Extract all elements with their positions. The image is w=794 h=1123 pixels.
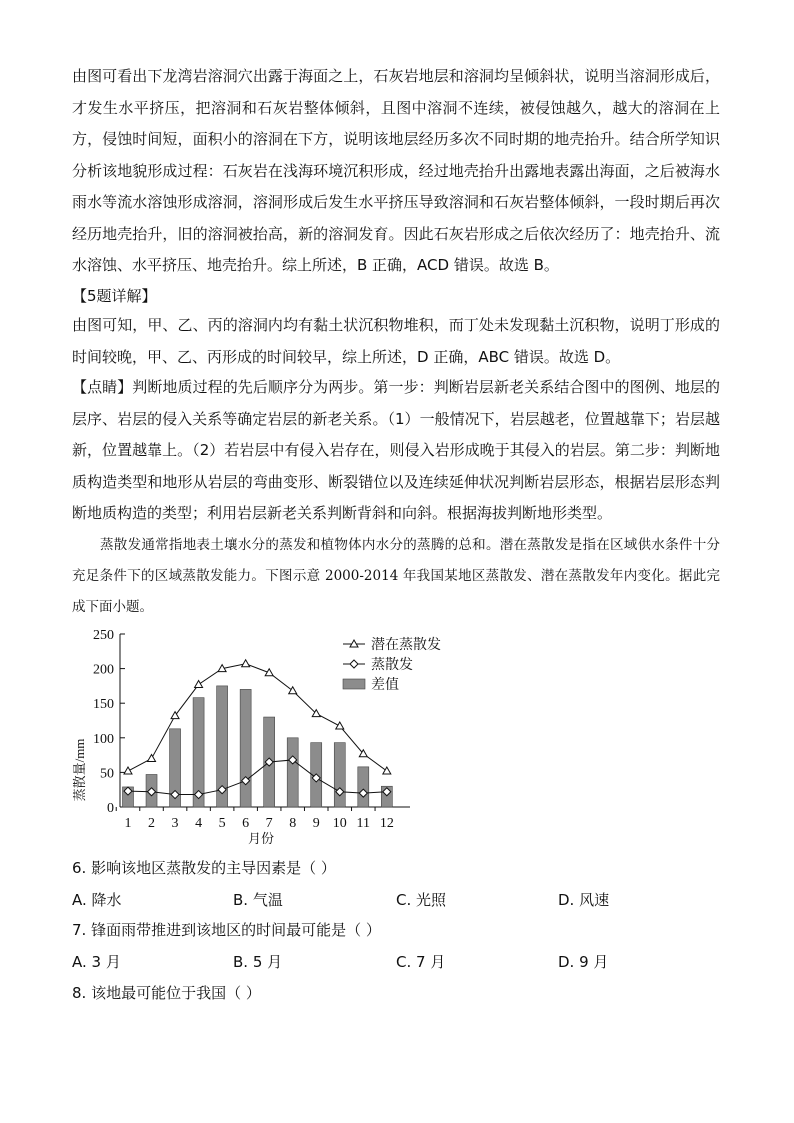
triangle-point-8: [289, 687, 297, 694]
y-tick-label: 200: [93, 662, 114, 678]
triangle-point-12: [383, 767, 391, 774]
question-8-stem: 8. 该地最可能位于我国（ ）: [72, 984, 261, 1002]
x-tick-label: 7: [265, 816, 273, 831]
explanation-q4: 由图可看出下龙湾岩溶洞穴出露于海面之上，石灰岩地层和溶洞均呈倾斜状，说明当溶洞形成后，才发生水平挤压，把溶洞和石灰岩整体倾斜，且图中溶洞不连续，被侵蚀越久，越大的溶洞在上方，侵蚀时间短，面积小的溶洞在下方，说明该地层经历多次不同时期的地壳抬升。结合所学知识分析该地貌形成过程：石灰岩在浅海环境沉积形成，经过地壳抬升出露地表露出海面，之后被海水雨水等流水溶蚀形成溶洞，溶洞形成后发生水平挤压导致溶洞和石灰岩整体倾斜，一段时期后再次经历地壳抬升，旧的溶洞被抬高，新的溶洞发育。因此石灰岩形成之后依次经历了：地壳抬升、流水溶蚀、水平挤压、地壳抬升。综上所述，B 正确，ACD 错误。故选 B。: [72, 67, 720, 274]
question-intro: 蒸散发通常指地表土壤水分的蒸发和植物体内水分的蒸腾的总和。潜在蒸散发是指在区域供水条件十分充足条件下的区域蒸散发能力。下图示意 2000-2014 年我国某地区蒸散发、潜在蒸散发年内变化。据此完成下面小题。: [72, 537, 720, 615]
legend-bar-swatch: [343, 679, 365, 689]
x-tick-label: 3: [171, 816, 179, 831]
x-tick-label: 4: [195, 816, 203, 831]
heading-q5: 【5题详解】: [72, 287, 157, 305]
y-tick-label: 0: [107, 801, 114, 816]
q7-option-a[interactable]: A. 3 月: [72, 953, 121, 971]
question-7-stem: 7. 锋面雨带推进到该地区的时间最可能是（ ）: [72, 921, 381, 939]
triangle-point-2: [148, 755, 156, 762]
evapotranspiration-chart: [70, 624, 460, 854]
difference-bar-11: [358, 767, 369, 807]
x-tick-label: 10: [332, 816, 347, 831]
x-axis-label: 月份: [247, 831, 275, 846]
triangle-point-1: [124, 767, 132, 774]
x-tick-label: 11: [356, 816, 371, 831]
explanation-q5: 由图可知，甲、乙、丙的溶洞内均有黏土状沉积物堆积，而丁处未发现黏土沉积物，说明丁形成的时间较晚，甲、乙、丙形成的时间较早，综上所述，D 正确，ABC 错误。故选 D。: [72, 316, 720, 366]
legend-label: 差值: [371, 678, 399, 693]
legend-label: 潜在蒸散发: [371, 638, 441, 653]
y-axis-label: 蒸散量/mm: [72, 738, 87, 802]
x-tick-label: 12: [379, 816, 394, 831]
x-tick-label: 2: [148, 816, 156, 831]
difference-bar-10: [334, 743, 345, 807]
y-tick-label: 150: [93, 697, 114, 713]
x-tick-label: 1: [124, 816, 132, 831]
line-diamond: [128, 760, 387, 795]
q6-option-a[interactable]: A. 降水: [72, 891, 122, 909]
triangle-point-10: [336, 722, 344, 729]
q7-option-d[interactable]: D. 9 月: [558, 953, 609, 971]
y-tick-label: 100: [93, 731, 114, 747]
x-tick-label: 5: [218, 816, 226, 831]
q6-option-b[interactable]: B. 气温: [233, 891, 283, 909]
legend-marker-diamond: [350, 660, 358, 668]
q7-option-c[interactable]: C. 7 月: [396, 953, 446, 971]
x-tick-label: 6: [242, 816, 250, 831]
question-6-stem: 6. 影响该地区蒸散发的主导因素是（ ）: [72, 859, 336, 877]
q6-option-d[interactable]: D. 风速: [558, 891, 610, 909]
triangle-point-4: [195, 681, 203, 688]
legend-label: 蒸散发: [371, 658, 413, 673]
triangle-point-7: [265, 669, 273, 676]
x-tick-label: 8: [289, 816, 297, 831]
triangle-point-6: [242, 660, 250, 667]
y-tick-label: 50: [100, 766, 114, 782]
difference-bar-8: [287, 738, 298, 807]
q6-option-c[interactable]: C. 光照: [396, 891, 447, 909]
difference-bars: [123, 686, 393, 807]
x-tick-label: 9: [312, 816, 320, 831]
chart-legend: [343, 636, 441, 693]
q7-option-b[interactable]: B. 5 月: [233, 953, 283, 971]
tip-paragraph: 【点睛】判断地质过程的先后顺序分为两步。第一步：判断岩层新老关系结合图中的图例、地层的层序、岩层的侵入关系等确定岩层的新老关系。（1）一般情况下，岩层越老，位置越靠下；岩层越新，位置越靠上。（2）若岩层中有侵入岩存在，则侵入岩形成晚于其侵入的岩层。第二步：判断地质构造类型和地形从岩层的弯曲变形、断裂错位以及连续延伸状况判断岩层形态，根据岩层形态判断地质构造的类型；利用岩层新老关系判断背斜和向斜。根据海拔判断地形类型。: [72, 378, 720, 522]
y-tick-label: 250: [93, 628, 114, 643]
difference-bar-6: [240, 689, 251, 807]
